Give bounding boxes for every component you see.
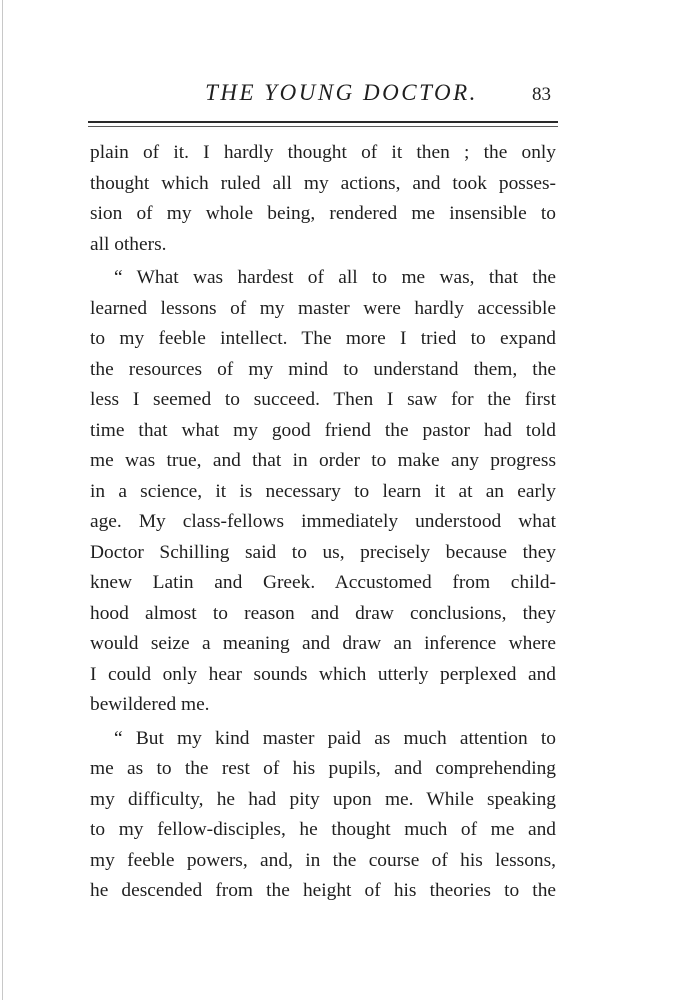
text-line: my difficulty, he had pity upon me. While speaking [90, 788, 556, 810]
text-line: would seize a meaning and draw an inference where [90, 633, 556, 654]
text-line: bewildered me. [90, 694, 210, 715]
text-line: “ What was hardest of all to me was, that the [114, 267, 556, 288]
running-header-title: THE YOUNG DOCTOR. [205, 80, 478, 105]
text-line: me as to the rest of his pupils, and comprehending [90, 758, 556, 779]
text-line: to my fellow-disciples, he thought much of me and [90, 819, 556, 840]
text-line: age. My class-fellows immediately understood what [90, 511, 556, 532]
text-line: he descended from the height of his theories to the [90, 880, 556, 901]
text-line: the resources of my mind to understand them, the [90, 358, 556, 380]
page-number: 83 [532, 84, 551, 105]
header-rule-thin [88, 126, 558, 127]
text-line: my feeble powers, and, in the course of his lessons, [90, 849, 556, 871]
text-line: time that what my good friend the pastor had told [90, 419, 556, 441]
text-line: to my feeble intellect. The more I tried to expand [90, 328, 556, 349]
text-line: “ But my kind master paid as much attention to [114, 727, 556, 749]
text-line: hood almost to reason and draw conclusions, they [90, 602, 556, 624]
text-line: all others. [90, 233, 167, 255]
text-line: I could only hear sounds which utterly perplexed and [90, 663, 556, 685]
text-line: thought which ruled all my actions, and took posses- [90, 172, 556, 194]
body-text [90, 138, 556, 907]
text-line: in a science, it is necessary to learn it at an early [90, 480, 556, 502]
text-line: me was true, and that in order to make any progress [90, 450, 556, 471]
text-line: Doctor Schilling said to us, precisely because they [90, 541, 556, 563]
text-line: plain of it. I hardly thought of it then ; the only [90, 142, 556, 163]
text-line: less I seemed to succeed. Then I saw for the first [90, 389, 556, 410]
text-line: sion of my whole being, rendered me insensible to [90, 203, 556, 224]
text-line: learned lessons of my master were hardly accessible [90, 297, 556, 319]
page-edge-line [2, 0, 3, 1000]
header-rule-thick [88, 121, 558, 123]
text-line: knew Latin and Greek. Accustomed from child- [90, 572, 556, 593]
